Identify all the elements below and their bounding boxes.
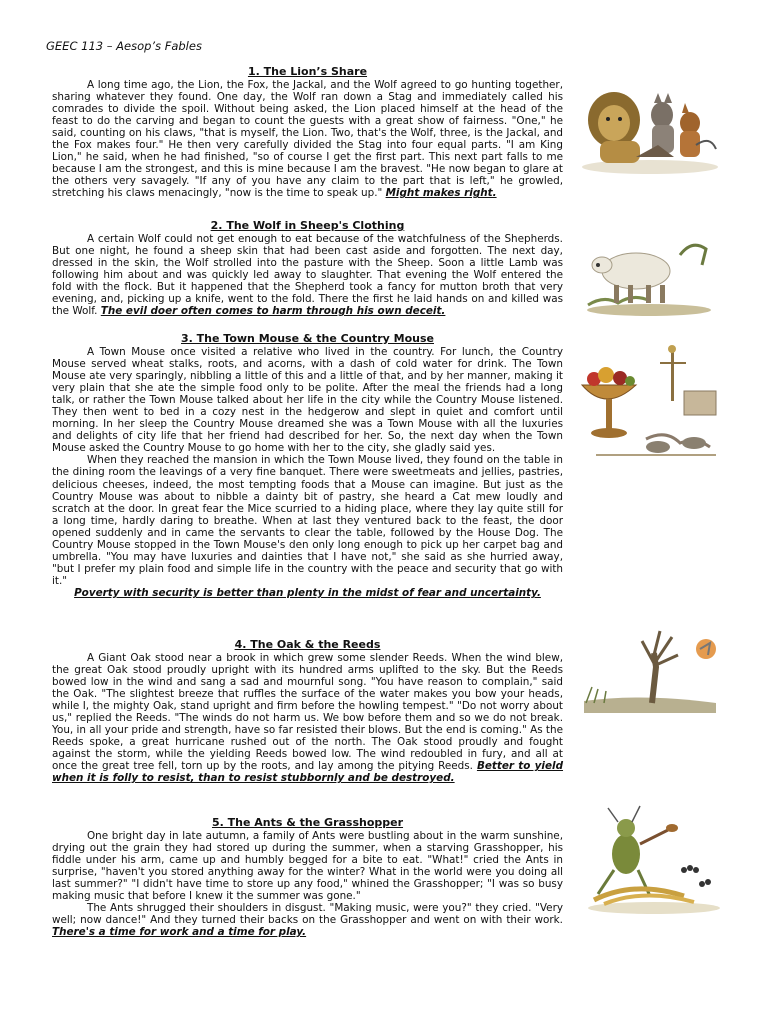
fable-5-paragraph-2-text: The Ants shrugged their shoulders in disgust. "Making music, were you?" they cried. "Very well; now dance!" And they turned their backs on the Grasshopper and went on with their work. [52, 902, 563, 927]
fable-3-title: 3. The Town Mouse & the Country Mouse [181, 332, 434, 345]
fable-1-title: 1. The Lion’s Share [247, 65, 368, 78]
fable-4-moral: Better to yield when it is folly to resist, than to resist stubbornly and be destroyed. [52, 760, 564, 785]
fable-2-moral: The evil doer often comes to harm through his own deceit. [100, 305, 446, 318]
fable-1-text [52, 79, 563, 200]
fable-5 [52, 817, 563, 938]
fable-5-moral: There's a time for work and a time for play. [52, 926, 307, 939]
fable-1-moral: Might makes right. [385, 187, 497, 200]
fable-1 [52, 66, 563, 199]
fable-2-title: 2. The Wolf in Sheep's Clothing [210, 219, 405, 232]
fable-3-paragraph-1: A Town Mouse once visited a relative who lived in the country. For lunch, the Country Mouse served wheat stalks, roots, and acorns, with a dash of cold water for drink. The Town Mouse ate very sparingly, nibbling a little of this and a little of that, and by her manner, making it very plain that she ate the simple food only to be polite. After the meal the friends had a long talk, or rather the Town Mouse talked about her life in the city while the Country Mouse listened. They then went to bed in a cozy nest in the hedgerow and slept in quiet and comfort until morning. In her sleep the Country Mouse dreamed she was a Town Mouse with all the luxuries and delights of city life that her friend had described for her. So, the next day when the Town Mouse asked the Country Mouse to go home with her to the city, she gladly said yes. [52, 345, 563, 455]
page-header: GEEC 113 – Aesop’s Fables [46, 39, 202, 53]
fable-3-paragraph-2: When they reached the mansion in which the Town Mouse lived, they found on the table in the dining room the leavings of a very fine banquet. There were sweetmeats and jellies, pastries, delicious cheeses, indeed, the most tempting foods that a Mouse can imagine. But just as the Country Mouse was about to nibble a dainty bit of pastry, she heard a Cat mew loudly and scratch at the door. In great fear the Mice scurried to a hiding place, where they lay quite still for a long time, hardly daring to breathe. When at last they ventured back to the feast, the door opened suddenly and in came the servants to clear the table, followed by the House Dog. The Country Mouse stopped in the Town Mouse's den only long enough to pick up her carpet bag and umbrella. "You may have luxuries and dainties that I have not," she said as she hurried away, "but I prefer my plain food and simple life in the country with the peace and security that go with it." [52, 454, 563, 588]
fable-5-paragraph-2 [52, 902, 563, 938]
fable-2 [52, 220, 563, 317]
fable-4 [52, 639, 563, 785]
mouse-banquet-illustration [576, 343, 726, 473]
ants-grasshopper-illustration [584, 804, 722, 916]
fable-5-title: 5. The Ants & the Grasshopper [211, 816, 404, 829]
fable-2-text [52, 233, 563, 318]
fable-4-title: 4. The Oak & the Reeds [234, 638, 381, 651]
fable-2-paragraph: A certain Wolf could not get enough to eat because of the watchfulness of the Shepherds. But one night, he found a sheep skin that had been cast aside and forgotten. The next day, dressed in the skin, the Wolf strolled into the pasture with the Sheep. Soon a little Lamb was following him about and was quickly led away to slaughter. That evening the Wolf entered the fold with the flock. But it happened that the Shepherd took a fancy for mutton broth that very evening, and, picking up a knife, went to the fold. There the first he laid hands on and killed was the Wolf. [52, 232, 563, 318]
fable-4-paragraph: A Giant Oak stood near a brook in which grew some slender Reeds. When the wind blew, the great Oak stood proudly upright with its hundred arms uplifted to the sky. But the Reeds bowed low in the wind and sang a sad and mournful song. "You have reason to complain," said the Oak. "The slightest breeze that ruffles the surface of the water makes you bow your heads, while I, the mighty Oak, stand upright and firm before the howling tempest." "Do not worry about us," replied the Reeds. "The winds do not harm us. We bow before them and so we do not break. You, in all your pride and strength, have so far resisted their blows. But the end is coming." As the Reeds spoke, a great hurricane rushed out of the north. The Oak stood proudly and fought against the storm, while the yielding Reeds bowed low. The wind redoubled in fury, and all at once the great tree fell, torn up by the roots, and lay among the pitying Reeds. [52, 651, 563, 773]
oak-reeds-illustration [582, 627, 718, 713]
lion-share-illustration [578, 75, 722, 175]
wolf-sheep-illustration [584, 235, 714, 317]
fable-4-text [52, 652, 563, 785]
fable-5-paragraph-1: One bright day in late autumn, a family of Ants were bustling about in the warm sunshine, drying out the grain they had stored up during the summer, when a starving Grasshopper, his fiddle under his arm, came up and humbly begged for a bite to eat. "What!" cried the Ants in surprise, "haven't you stored anything away for the winter? What in the world were you doing all last summer?" "I didn't have time to store up any food," whined the Grasshopper; "I was so busy making music that before I knew it the summer was gone." [52, 829, 563, 902]
fable-3-moral-line [52, 587, 563, 599]
fable-3 [52, 333, 563, 599]
fable-3-moral: Poverty with security is better than plenty in the midst of fear and uncertainty. [74, 587, 541, 600]
fable-1-paragraph: A long time ago, the Lion, the Fox, the Jackal, and the Wolf agreed to go hunting together, sharing whatever they found. One day, the Wolf ran down a Stag and immediately called his comrades to divide the spoil. Without being asked, the Lion placed himself at the head of the feast to do the carving and began to count the guests with a great show of fairness. "One," he said, counting on his claws, "that is myself, the Lion. Two, that's the Wolf, three, is the Jackal, and the Fox makes four." He then very carefully divided the Stag into four equal parts. "I am King Lion," he said, when he had finished, "so of course I get the first part. This next part falls to me because I am the strongest, and this is mine because I am the bravest. "He now began to glare at the others very savagely. "If any of you have any claim to the part that is left," he growled, stretching his claws menacingly, "now is the time to speak up." [52, 78, 563, 200]
